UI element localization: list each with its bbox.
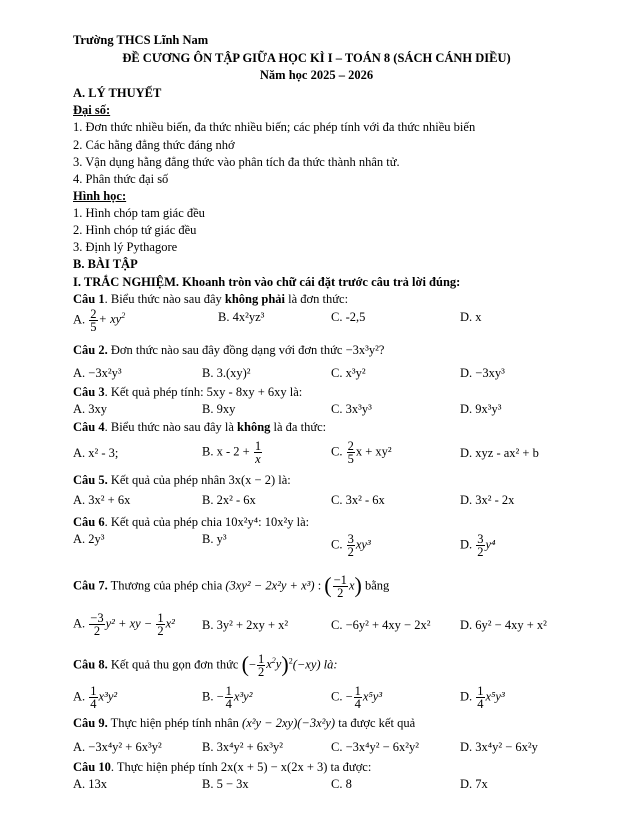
fraction: $\frac{1}{4}$ [225, 684, 232, 711]
q8-option-a[interactable]: A. $\frac{1}{4}$ x³y² [73, 684, 118, 711]
q7-option-c[interactable]: C. −6y² + 4xy − 2x² [331, 618, 431, 632]
q4-option-c[interactable]: C. $\frac{2}{5}$ x + xy² [331, 439, 392, 466]
q2-option-a[interactable]: A. −3x²y³ [73, 366, 122, 380]
school-year: Năm học 2025 – 2026 [259, 68, 374, 82]
document-title: ĐỀ CƯƠNG ÔN TẬP GIỮA HỌC KÌ I – TOÁN 8 (SÁCH CÁNH DIỀU) [122, 51, 511, 65]
mc-heading: I. TRẮC NGHIỆM. Khoanh tròn vào chữ cái đặt trước câu trả lời đúng: [73, 275, 461, 289]
fraction: $\frac{3}{2}$ [347, 532, 354, 559]
fraction: $\frac{1}{2}$ [157, 611, 164, 638]
question-4: Câu 4. Biểu thức nào sau đây là không là đa thức: [73, 420, 327, 434]
q8-option-b[interactable]: B. − $\frac{1}{4}$ x³y² [202, 684, 253, 711]
algebra-item: 2. Các hằng đẳng thức đáng nhớ [73, 138, 235, 152]
fraction: $\frac{2}{5}$ [347, 439, 354, 466]
question-7: Câu 7. Thương của phép chia (3xy² − 2x²y + x³) : ( $\frac{-1}{2}$ x) bằng [73, 572, 390, 600]
question-6: Câu 6. Kết quả của phép chia 10x²y⁴: 10x²y là: [73, 515, 310, 529]
algebra-item: 3. Vận dụng hằng đẳng thức vào phân tích đa thức thành nhân tử. [73, 155, 400, 169]
geometry-item: 1. Hình chóp tam giác đều [73, 206, 205, 220]
geometry-heading: Hình học: [73, 189, 127, 203]
algebra-item: 4. Phân thức đại số [73, 172, 169, 186]
fraction: $\frac{-3}{2}$ [90, 611, 104, 638]
q1-option-c[interactable]: C. -2,5 [331, 310, 366, 324]
fraction: $\frac{3}{2}$ [477, 532, 484, 559]
q7-option-b[interactable]: B. 3y² + 2xy + x² [202, 618, 289, 632]
fraction: $\frac{1}{2}$ [257, 652, 265, 679]
q7-option-a[interactable]: A. $\frac{-3}{2}$ y² + xy − $\frac{1}{2}$ x² [73, 611, 175, 638]
q1-option-b[interactable]: B. 4x²yz³ [218, 310, 265, 324]
q2-option-d[interactable]: D. −3xy³ [460, 366, 505, 380]
q6-option-d[interactable]: D. $\frac{3}{2}$ y⁴ [460, 532, 496, 559]
question-10: Câu 10. Thực hiện phép tính 2x(x + 5) − x(2x + 3) ta được: [73, 760, 372, 774]
q5-option-c[interactable]: C. 3x² - 6x [331, 493, 385, 507]
question-1: Câu 1. Biểu thức nào sau đây không phải là đơn thức: [73, 292, 349, 306]
q1-option-a[interactable]: A. $\frac{2}{5}$ + $xy^2$ [73, 307, 126, 334]
exercises-heading: B. BÀI TẬP [73, 257, 138, 271]
q6-option-c[interactable]: C. $\frac{3}{2}$ xy³ [331, 532, 371, 559]
q9-option-c[interactable]: C. −3x⁴y² − 6x²y² [331, 740, 420, 754]
school-name: Trường THCS Lĩnh Nam [73, 33, 209, 47]
q2-option-c[interactable]: C. x³y² [331, 366, 366, 380]
q6-option-a[interactable]: A. 2y³ [73, 532, 105, 546]
geometry-item: 3. Định lý Pythagore [73, 240, 178, 254]
q1-option-d[interactable]: D. x [460, 310, 482, 324]
q10-option-d[interactable]: D. 7x [460, 777, 488, 791]
q2-option-b[interactable]: B. 3.(xy)² [202, 366, 251, 380]
q3-option-b[interactable]: B. 9xy [202, 402, 236, 416]
algebra-item: 1. Đơn thức nhiều biến, đa thức nhiều biến; các phép tính với đa thức nhiều biến [73, 120, 476, 134]
q3-option-a[interactable]: A. 3xy [73, 402, 108, 416]
question-2: Câu 2. Đơn thức nào sau đây đồng dạng với đơn thức −3x³y²? [73, 343, 385, 357]
fraction: $\frac{1}{x}$ [254, 439, 262, 466]
algebra-heading: Đại số: [73, 103, 111, 117]
q8-option-d[interactable]: D. $\frac{1}{4}$ x⁵y³ [460, 684, 505, 711]
q4-option-b[interactable]: B. x - 2 + $\frac{1}{x}$ [202, 439, 262, 466]
fraction: $\frac{1}{4}$ [354, 684, 361, 711]
fraction: $\frac{1}{4}$ [90, 684, 97, 711]
question-3: Câu 3. Kết quả phép tính: 5xy - 8xy + 6xy là: [73, 385, 303, 399]
fraction: $\frac{2}{5}$ [90, 307, 97, 334]
q8-option-c[interactable]: C. − $\frac{1}{4}$ x⁵y³ [331, 684, 383, 711]
q9-option-d[interactable]: D. 3x⁴y² − 6x²y [460, 740, 538, 754]
fraction: $\frac{1}{4}$ [477, 684, 484, 711]
q9-option-b[interactable]: B. 3x⁴y² + 6x³y² [202, 740, 283, 754]
q4-option-d[interactable]: D. xyz - ax² + b [460, 446, 539, 460]
q9-option-a[interactable]: A. −3x⁴y² + 6x³y² [73, 740, 162, 754]
q5-option-a[interactable]: A. 3x² + 6x [73, 493, 131, 507]
q10-option-c[interactable]: C. 8 [331, 777, 352, 791]
q3-option-c[interactable]: C. 3x³y³ [331, 402, 372, 416]
q3-option-d[interactable]: D. 9x³y³ [460, 402, 502, 416]
question-8: Câu 8. Kết quả thu gọn đơn thức (− $\frac{1}{2}$ $x^2y)^2(-xy)$ là: [73, 651, 338, 679]
q5-option-b[interactable]: B. 2x² - 6x [202, 493, 256, 507]
question-9: Câu 9. Thực hiện phép tính nhân (x²y − 2xy)(−3x²y) ta được kết quả [73, 716, 416, 730]
geometry-item: 2. Hình chóp tứ giác đều [73, 223, 197, 237]
fraction: $\frac{-1}{2}$ [333, 573, 347, 600]
q10-option-a[interactable]: A. 13x [73, 777, 108, 791]
q5-option-d[interactable]: D. 3x² - 2x [460, 493, 515, 507]
theory-heading: A. LÝ THUYẾT [73, 86, 162, 100]
question-5: Câu 5. Kết quả của phép nhân 3x(x − 2) là: [73, 473, 291, 487]
q7-option-d[interactable]: D. 6y² − 4xy + x² [460, 618, 547, 632]
q10-option-b[interactable]: B. 5 − 3x [202, 777, 249, 791]
q6-option-b[interactable]: B. y³ [202, 532, 227, 546]
q4-option-a[interactable]: A. x² - 3; [73, 446, 119, 460]
